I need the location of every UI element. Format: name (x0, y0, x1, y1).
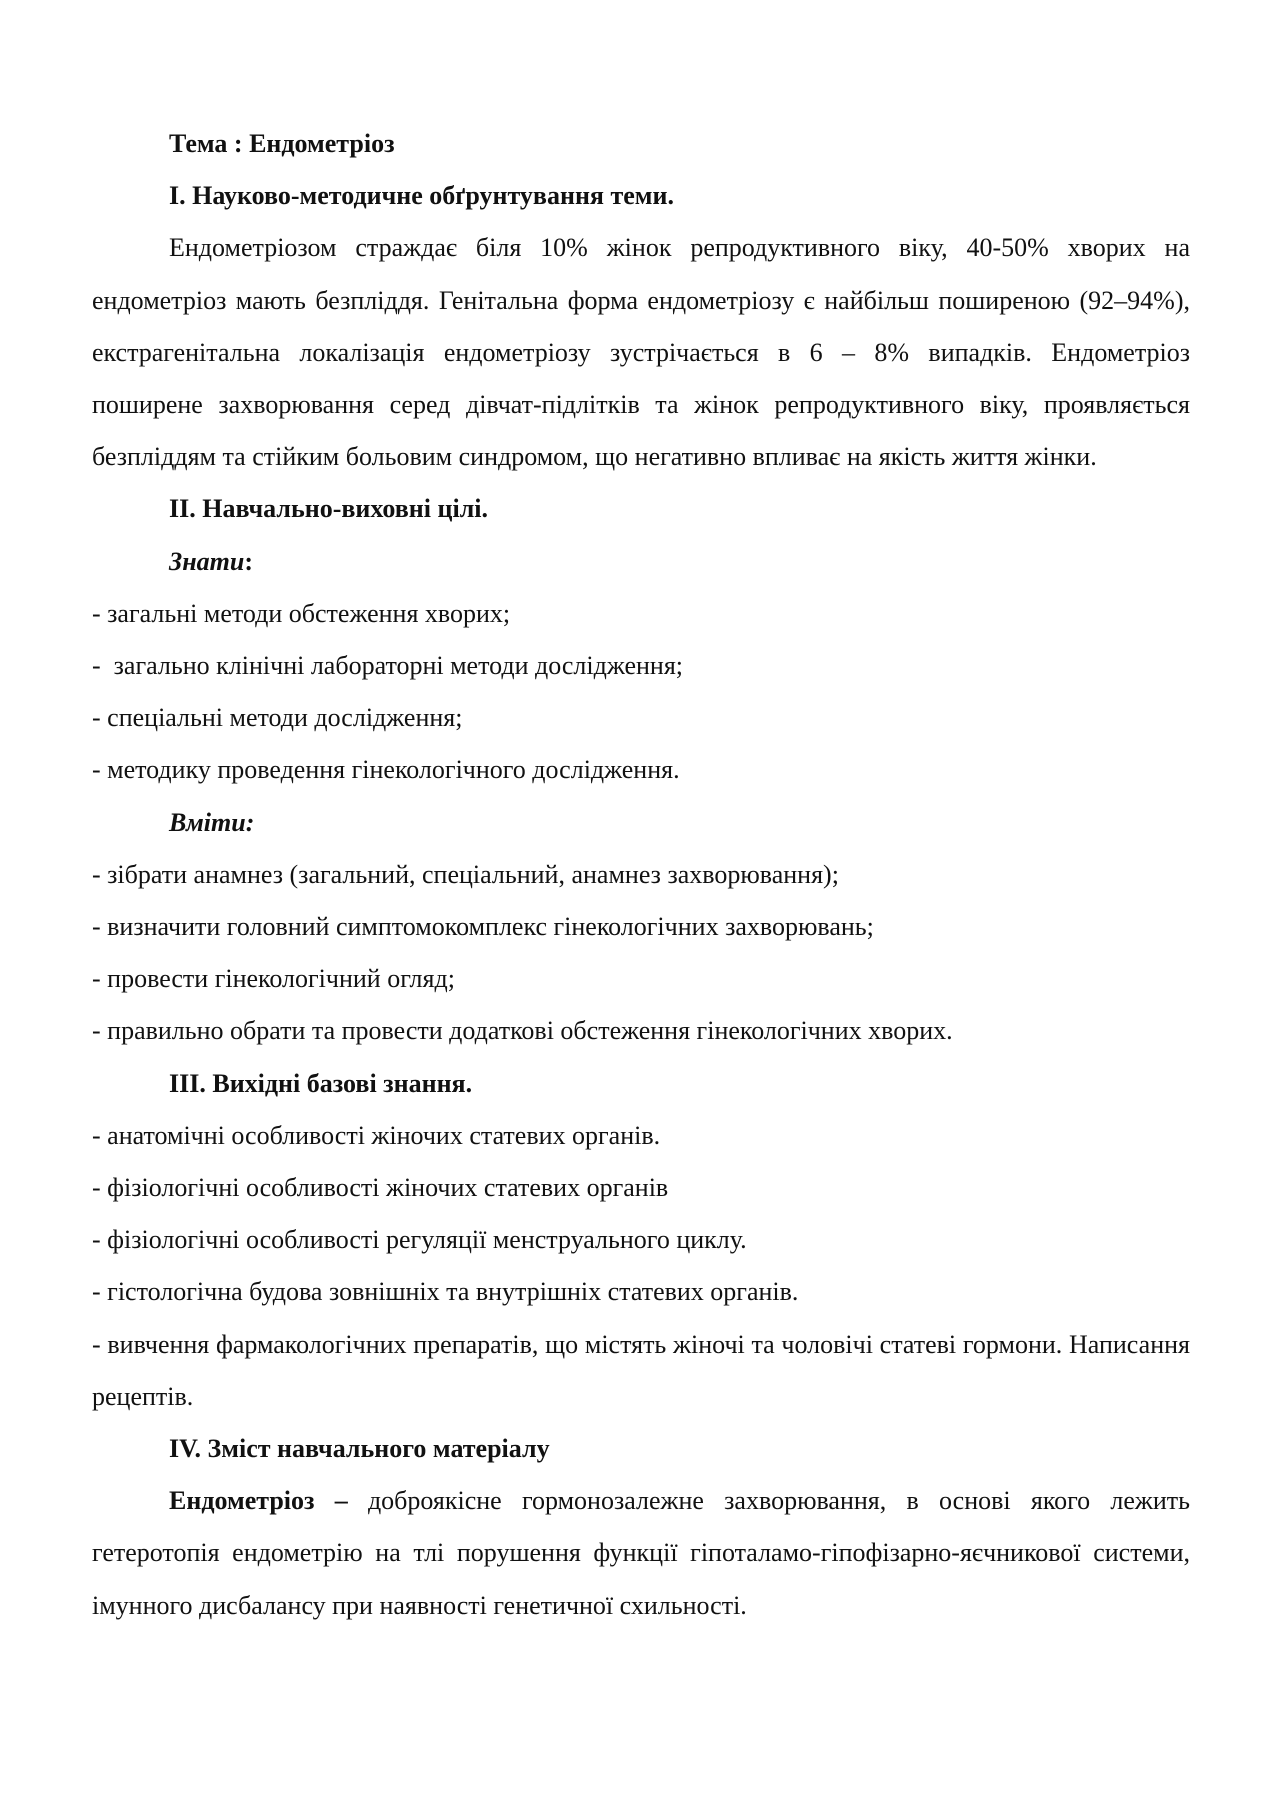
topic-title: Тема : Ендометріоз (169, 129, 395, 158)
section1-heading: I. Науково-методичне обґрунтування теми. (169, 181, 674, 211)
list-item: - анатомічні особливості жіночих статевих органів. (92, 1120, 661, 1150)
list-item: - загальні методи обстеження хворих; (92, 598, 511, 628)
section3-heading: III. Вихідні базові знання. (169, 1068, 473, 1098)
list-item: - визначити головний симптомокомплекс гінекологічних захворювань; (92, 912, 874, 942)
can-label: Вміти: (169, 807, 255, 837)
know-label-text: Знати (169, 546, 245, 576)
list-item: - гістологічна будова зовнішніх та внутрішніх статевих органів. (92, 1277, 799, 1307)
section2-heading: II. Навчально-виховні цілі. (169, 494, 489, 524)
list-item: - правильно обрати та провести додаткові обстеження гінекологічних хворих. (92, 1016, 953, 1046)
know-label-colon: : (244, 546, 254, 576)
document-page (92, 118, 1190, 1632)
list-item: - провести гінекологічний огляд; (92, 964, 455, 994)
definition-text: доброякісне гормонозалежне захворювання, в основі якого лежить гетеротопія ендометрію на тлі порушення функції гіпоталамо-гіпофізарно-яєчникової системи, імунного дисбалансу при наявності генетичної схильності. (92, 1486, 1191, 1620)
list-item: - фізіологічні особливості жіночих статевих органів (92, 1173, 669, 1203)
list-item: - фізіологічні особливості регуляції менструального циклу. (92, 1225, 747, 1255)
list-item: - спеціальні методи дослідження; (92, 703, 463, 733)
definition-term: Ендометріоз – (169, 1486, 348, 1516)
section4-heading: IV. Зміст навчального матеріалу (169, 1434, 550, 1464)
know-label (92, 536, 1190, 588)
list-item: - загально клінічні лабораторні методи дослідження; (92, 651, 684, 681)
list-item: - методику проведення гінекологічного дослідження. (92, 755, 680, 785)
list-item: - зібрати анамнез (загальний, спеціальний, анамнез захворювання); (92, 859, 839, 889)
section1-paragraph: Ендометріозом страждає біля 10% жінок репродуктивного віку, 40-50% хворих на ендометріоз мають безпліддя. Генітальна форма ендометріозу є найбільш поширеною (92–94%), екстрагенітальна локалізація ендометріозу зустрічається в 6 – 8% випадків. Ендометріоз поширене захворювання серед дівчат-підлітків та жінок репродуктивного віку, проявляється безпліддям та стійким больовим синдромом, що негативно впливає на якість життя жінки. (92, 233, 1190, 472)
definition-paragraph (92, 1475, 1190, 1632)
list-item: - вивчення фармакологічних препаратів, що містять жіночі та чоловічі статеві гормони. Написання рецептів. (92, 1329, 1190, 1411)
